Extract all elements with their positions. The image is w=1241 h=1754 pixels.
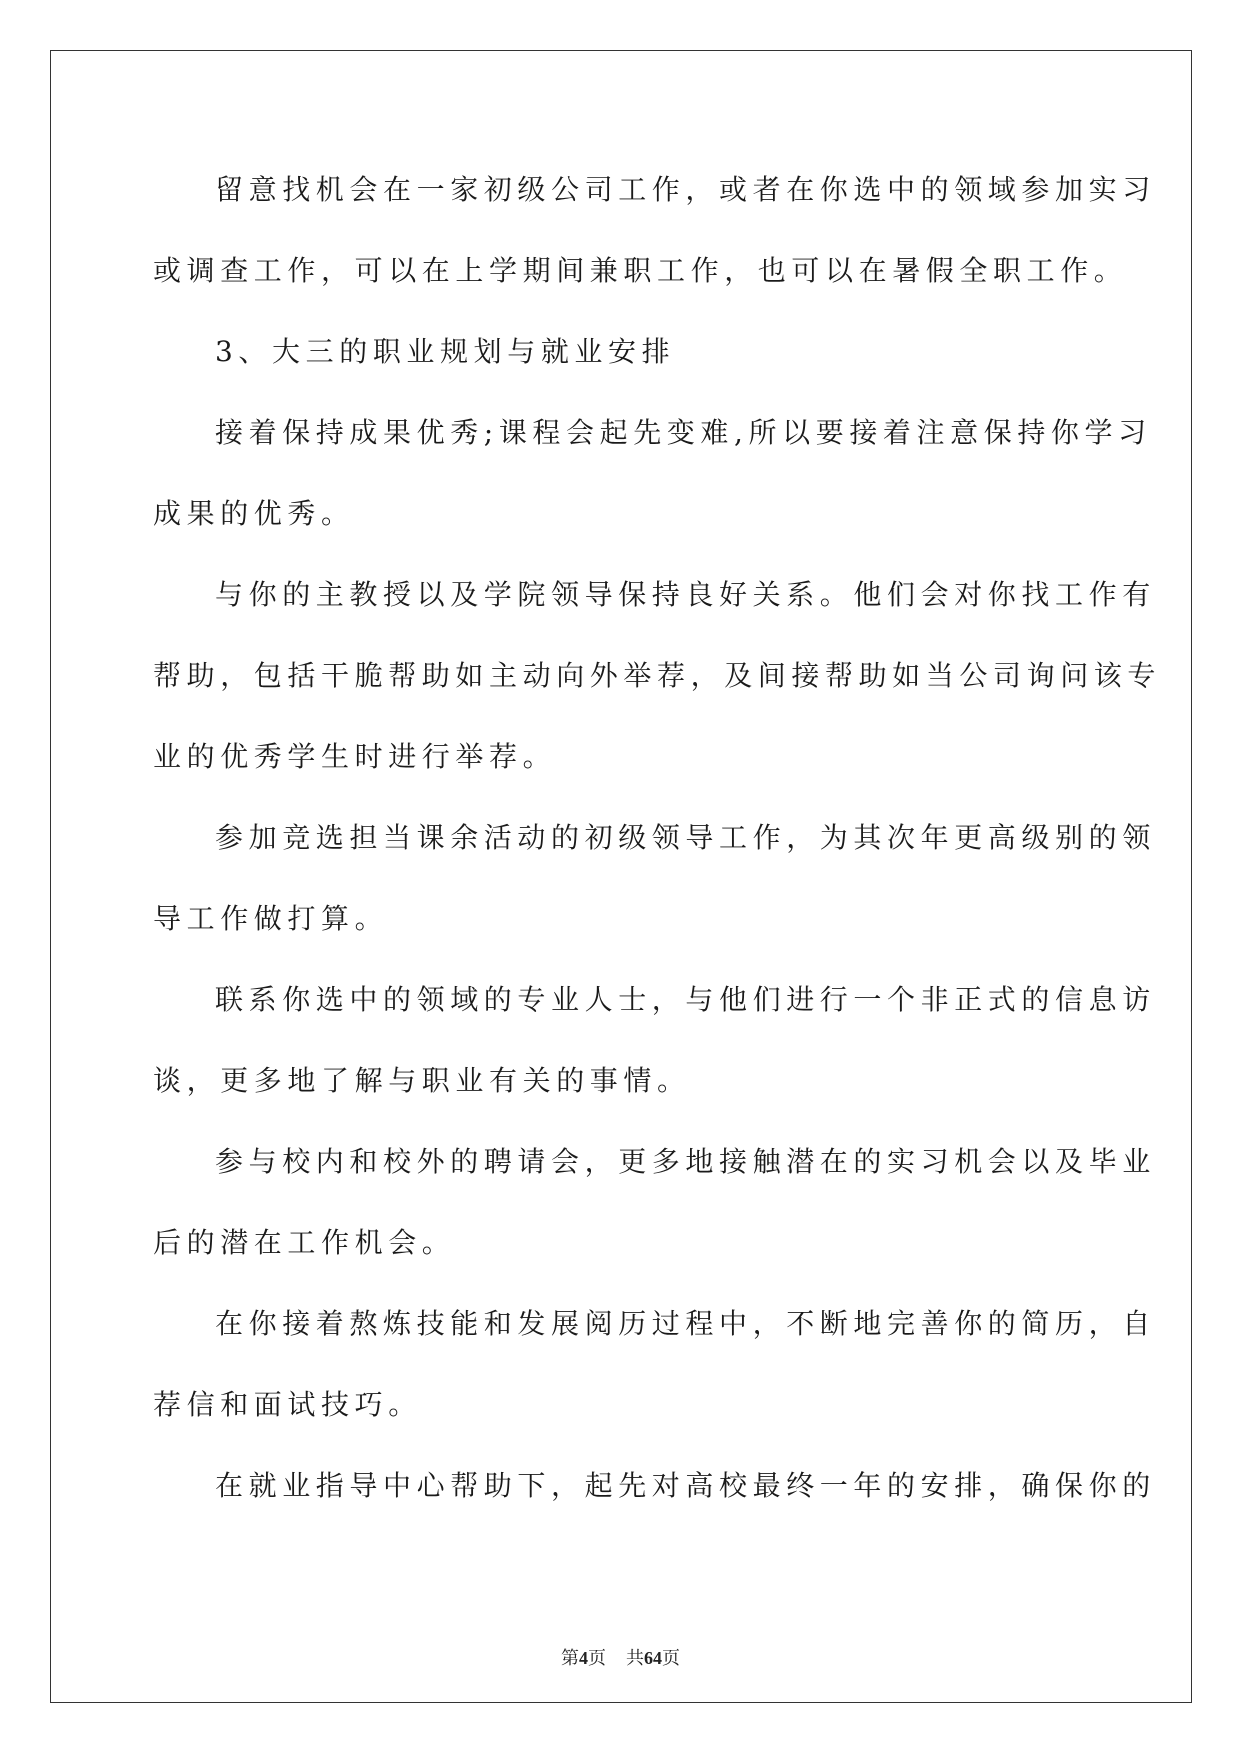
paragraph-line: 联系你选中的领域的专业人士，与他们进行一个非正式的信息访 xyxy=(215,983,1156,1016)
paragraph xyxy=(153,1456,1156,1537)
paragraph-line: 成果的优秀。 xyxy=(153,497,355,530)
document-body xyxy=(153,160,1162,1537)
paragraph-line: 接着保持成果优秀;课程会起先变难,所以要接着注意保持你学习 xyxy=(215,416,1152,449)
paragraph-line: 参加竞选担当课余活动的初级领导工作，为其次年更高级别的领 xyxy=(215,821,1156,854)
page-suffix: 页 xyxy=(588,1648,606,1668)
paragraph xyxy=(153,565,1162,808)
paragraph-line: 3、大三的职业规划与就业安排 xyxy=(215,335,676,368)
paragraph xyxy=(153,160,1156,322)
page-footer xyxy=(0,1644,1241,1670)
paragraph-line: 留意找机会在一家初级公司工作，或者在你选中的领域参加实习 xyxy=(215,173,1156,206)
paragraph-line: 参与校内和校外的聘请会，更多地接触潜在的实习机会以及毕业 xyxy=(215,1145,1156,1178)
paragraph-line: 后的潜在工作机会。 xyxy=(153,1226,456,1259)
paragraph-line: 谈，更多地了解与职业有关的事情。 xyxy=(153,1064,691,1097)
page-number: 4 xyxy=(579,1648,588,1668)
paragraph xyxy=(153,970,1156,1132)
paragraph xyxy=(153,1132,1156,1294)
paragraph-line: 与你的主教授以及学院领导保持良好关系。他们会对你找工作有 xyxy=(215,578,1156,611)
paragraph-line: 在就业指导中心帮助下，起先对高校最终一年的安排，确保你的 xyxy=(215,1469,1156,1502)
paragraph-line: 在你接着熬炼技能和发展阅历过程中，不断地完善你的简历，自 xyxy=(215,1307,1156,1340)
page-prefix: 第 xyxy=(561,1648,579,1668)
paragraph xyxy=(153,403,1152,565)
paragraph-line: 导工作做打算。 xyxy=(153,902,389,935)
paragraph-line: 帮助，包括干脆帮助如主动向外举荐，及间接帮助如当公司询问该专 xyxy=(153,659,1162,692)
paragraph xyxy=(153,1294,1156,1456)
total-pages: 64 xyxy=(644,1648,662,1668)
total-prefix: 共 xyxy=(626,1648,644,1668)
paragraph-line: 或调查工作，可以在上学期间兼职工作，也可以在暑假全职工作。 xyxy=(153,254,1128,287)
total-suffix: 页 xyxy=(662,1648,680,1668)
paragraph-line: 荐信和面试技巧。 xyxy=(153,1388,422,1421)
paragraph-line: 业的优秀学生时进行举荐。 xyxy=(153,740,557,773)
paragraph xyxy=(153,808,1156,970)
paragraph xyxy=(153,322,1093,403)
